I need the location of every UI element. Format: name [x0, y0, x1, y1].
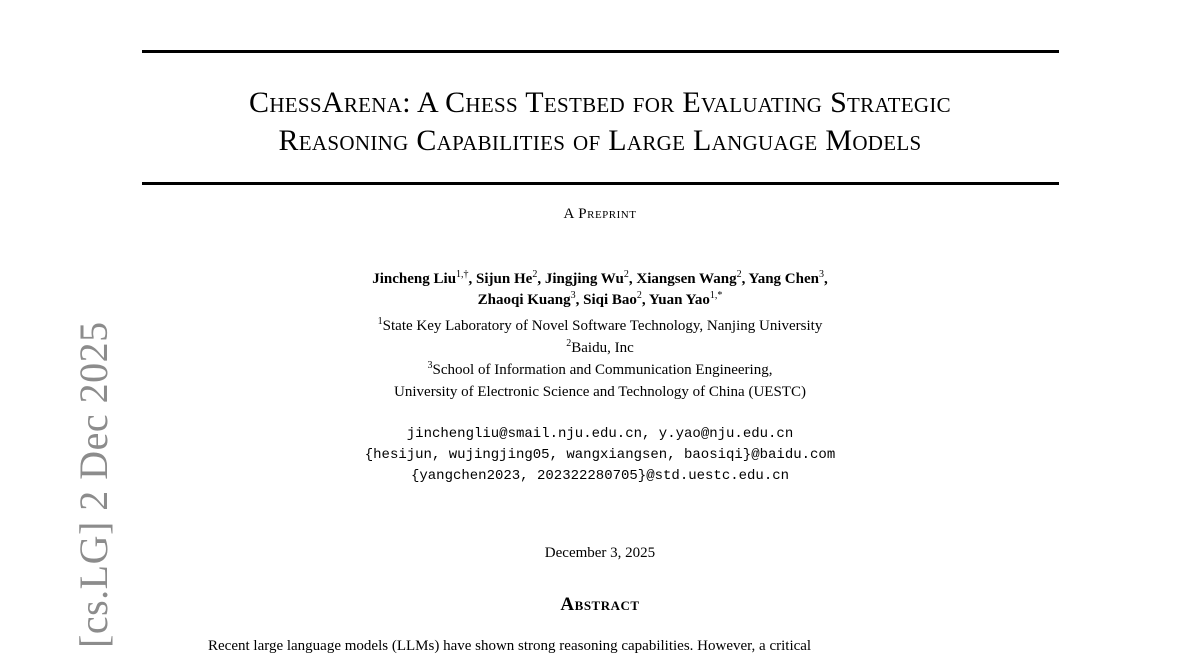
author-affiliation-mark: 2 [636, 290, 642, 301]
title-rule-bottom [142, 182, 1059, 185]
email-list [0, 424, 1200, 487]
author-name: Siqi Bao [583, 292, 637, 308]
author-name: Jincheng Liu [372, 271, 457, 287]
title-rule-top [142, 50, 1059, 53]
author-name: Yuan Yao [648, 292, 710, 308]
author-line-2: Zhaoqi Kuang$^3$, Siqi Bao$^2$, Yuan Yao$^{1,*}$ [477, 290, 723, 308]
abstract-heading: Abstract [560, 594, 640, 615]
affiliation-3-cont: University of Electronic Science and Technology of China (UESTC) [394, 384, 806, 400]
author-affiliation-mark: 3 [570, 290, 576, 301]
affiliation-mark: 3 [427, 360, 433, 371]
paper-title [0, 84, 1200, 160]
affiliation-list [0, 315, 1200, 403]
affiliation-text: School of Information and Communication Engineering, [432, 362, 773, 378]
publication-date: December 3, 2025 [544, 545, 656, 561]
abstract-first-line: Recent large language models (LLMs) have shown strong reasoning capabilities. However, a critical [208, 638, 812, 654]
paper-title-line-1: ChessArena: A Chess Testbed for Evaluating Strategic [249, 86, 951, 119]
email-line-2: {hesijun, wujingjing05, wangxiangsen, baosiqi}@baidu.com [364, 447, 836, 463]
author-line-1: Jincheng Liu$^{1,\dagger}$, Sijun He$^2$, Jingjing Wu$^2$, Xiangsen Wang$^2$, Yang Chen$^3$, [372, 269, 828, 287]
author-affiliation-mark: 3 [818, 269, 824, 280]
author-affiliation-mark: 1,† [456, 269, 469, 280]
paper-title-line-2: Reasoning Capabilities of Large Language Models [278, 124, 922, 157]
author-name: Jingjing Wu [544, 271, 624, 287]
author-affiliation-mark: 2 [623, 269, 629, 280]
affiliation-text: Baidu, Inc [571, 340, 634, 356]
author-affiliation-mark: 2 [532, 269, 538, 280]
affiliation-3 [0, 359, 1200, 381]
author-name: Xiangsen Wang [636, 271, 737, 287]
author-name: Sijun He [476, 271, 533, 287]
affiliation-2 [0, 337, 1200, 359]
affiliation-1 [0, 315, 1200, 337]
affiliation-text: State Key Laboratory of Novel Software Technology, Nanjing University [382, 318, 823, 334]
arxiv-side-stamp: [cs.LG] 2 Dec 2025 [71, 321, 116, 648]
author-list [0, 269, 1200, 311]
author-name: Yang Chen [748, 271, 819, 287]
author-affiliation-mark: 1,* [709, 290, 723, 301]
preprint-label: A Preprint [563, 206, 637, 222]
email-line-1: jinchengliu@smail.nju.edu.cn, y.yao@nju.edu.cn [406, 426, 794, 442]
affiliation-mark: 1 [377, 316, 383, 327]
author-name: Zhaoqi Kuang [477, 292, 571, 308]
email-line-3: {yangchen2023, 202322280705}@std.uestc.edu.cn [410, 468, 790, 484]
author-affiliation-mark: 2 [736, 269, 742, 280]
affiliation-mark: 2 [566, 338, 572, 349]
